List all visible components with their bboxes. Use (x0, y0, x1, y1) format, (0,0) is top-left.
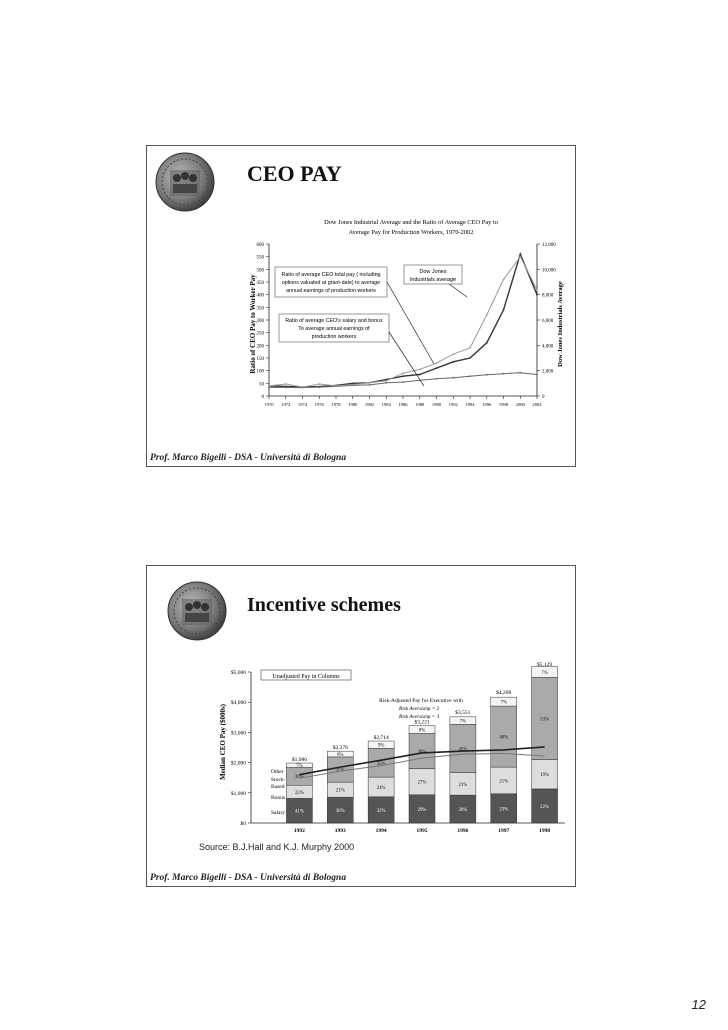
bar-total-label: $5,129 (537, 662, 553, 669)
x-tick-label: 1994 (465, 402, 475, 407)
series-point-0 (486, 342, 488, 344)
series-point-1 (369, 384, 371, 386)
bar-percent-label: 21% (335, 788, 345, 794)
x-tick-label: 1995 (416, 828, 428, 834)
ceo-pay-dow-chart (239, 214, 569, 428)
series-point-1 (452, 377, 454, 379)
y-tick-label-right: 4,000 (542, 344, 554, 350)
bar-total-label: $2,714 (373, 735, 389, 742)
footer-author: Prof. Marco Bigelli - DSA - Università di Bologna (150, 873, 347, 883)
annotation-text: Dow Jones (419, 269, 447, 275)
annotation-salary-bonus (279, 314, 389, 342)
chart-title-line1: Dow Jones Industrial Average and the Ratio of Average CEO Pay to (324, 219, 498, 226)
bar-percent-label: 22% (540, 804, 549, 810)
slide-title: Incentive schemes (247, 594, 401, 616)
series-point-2 (402, 372, 404, 374)
series-point-0 (419, 374, 421, 376)
series-point-1 (519, 372, 521, 374)
x-tick-label: 1998 (539, 828, 551, 834)
bar-percent-label: 23% (499, 807, 509, 813)
series-point-1 (402, 381, 404, 383)
annotation-text: To average annual earnings of (298, 326, 370, 332)
y-tick-label-left: 600 (256, 243, 264, 248)
legend-risk-3: Risk Aversionρ = 3 (399, 714, 440, 720)
y-tick-label-right: 2,000 (542, 369, 554, 375)
y-axis-label-left: Ratio of CEO Pay to Worker Pay (249, 274, 257, 374)
annotation-text: Industrials average (409, 277, 457, 283)
series-point-1 (536, 374, 538, 376)
bar-total-label: $1,986 (291, 757, 307, 764)
page-number: 12 (691, 997, 706, 1012)
slide-incentive-schemes (146, 565, 576, 887)
y-tick-label-left: 500 (256, 268, 264, 274)
y-tick-label-left: 400 (256, 293, 264, 299)
y-tick-label-left: 50 (259, 382, 264, 388)
x-tick-label: 2002 (532, 402, 542, 407)
series-point-2 (302, 386, 304, 388)
series-point-2 (452, 353, 454, 355)
bar-percent-label: 30% (295, 775, 304, 781)
y-tick-label-left: 100 (256, 369, 264, 375)
source-citation: Source: B.J.Hall and K.J. Murphy 2000 (199, 842, 355, 852)
bar-percent-label: 8% (418, 728, 426, 734)
series-point-0 (452, 361, 454, 363)
series-point-2 (268, 385, 270, 387)
series-point-2 (469, 347, 471, 349)
x-tick-label: 1996 (482, 402, 492, 407)
arrow-total-pay (387, 282, 434, 364)
series-point-1 (486, 374, 488, 376)
bar-percent-label: 8% (337, 753, 344, 759)
university-seal-logo (155, 152, 215, 212)
x-tick-label: 1978 (331, 402, 341, 407)
university-seal-logo (167, 581, 227, 641)
series-point-0 (536, 294, 538, 296)
y-axis-label: Median CEO Pay ($000s) (219, 703, 227, 781)
label-stock-based-2: Based (271, 784, 285, 790)
series-point-2 (486, 314, 488, 316)
x-tick-label: 1992 (293, 828, 305, 834)
y-tick-label: $3,000 (230, 730, 246, 737)
bar-percent-label: 24% (376, 785, 386, 791)
series-point-2 (335, 385, 337, 387)
series-point-1 (285, 387, 287, 389)
arrow-dow (449, 284, 467, 297)
label-stock-based-1: Stock- (271, 777, 286, 783)
series-point-2 (385, 380, 387, 382)
series-point-1 (469, 375, 471, 377)
bar-total-label: $2,378 (332, 745, 348, 752)
x-tick-label: 1994 (375, 828, 387, 834)
x-tick-label: 1990 (431, 402, 442, 407)
x-tick-label: 1993 (334, 828, 346, 834)
y-tick-label-right: 0 (542, 395, 545, 400)
y-tick-label-left: 150 (256, 357, 264, 362)
series-point-0 (436, 367, 438, 369)
label-bonus: Bonus (271, 795, 286, 801)
y-tick-label: $1,000 (230, 790, 246, 797)
bar-percent-label: 36% (417, 750, 427, 756)
x-tick-label: 1997 (498, 828, 510, 834)
bar-percent-label: 35% (335, 768, 345, 774)
series-point-1 (503, 373, 505, 375)
annotation-text: Ratio of average CEO's salary and bonus (285, 318, 383, 324)
bar-percent-label: 32% (376, 808, 386, 814)
x-tick-label: 2000 (515, 402, 525, 407)
y-tick-label-right: 6,000 (542, 319, 554, 324)
legend-risk-title: Risk-Adjusted Pay for Executive with (379, 698, 463, 704)
series-point-1 (436, 378, 438, 380)
series-point-2 (318, 383, 320, 385)
legend-unadjusted: Unadjusted Pay in Columns (272, 674, 340, 680)
x-tick-label: 1986 (398, 402, 408, 407)
series-point-1 (318, 386, 320, 388)
x-tick-label: 1992 (448, 402, 458, 407)
x-tick-label: 1982 (364, 402, 375, 407)
slide-title: CEO PAY (247, 161, 342, 186)
bar-total-label: $3,551 (455, 709, 471, 716)
y-tick-label-left: 300 (256, 319, 264, 324)
bar-percent-label: 45% (458, 747, 468, 753)
bar-percent-label: 7% (500, 700, 507, 706)
x-tick-label: 1988 (415, 402, 425, 407)
slide-ceo-pay (146, 145, 576, 467)
median-ceo-pay-chart (199, 662, 571, 836)
y-tick-label: $2,000 (230, 760, 246, 767)
legend-risk-2: Risk Aversionρ = 2 (399, 706, 440, 712)
bar-percent-label: 7% (459, 719, 467, 725)
y-tick-label-right: 12,000 (542, 243, 556, 248)
bar-percent-label: 21% (458, 782, 468, 788)
bar-percent-label: 35% (376, 761, 386, 767)
y-tick-label: $5,000 (230, 670, 246, 676)
y-tick-label: $0 (240, 821, 246, 827)
series-point-2 (503, 279, 505, 281)
label-salary: Salary (271, 810, 286, 816)
series-point-2 (519, 256, 521, 258)
y-axis-label-right: Dow Jones Industrials Average (557, 281, 564, 367)
annotation-text: annual earnings of production workers (286, 288, 376, 294)
series-point-2 (436, 362, 438, 364)
series-point-0 (469, 357, 471, 359)
y-tick-label-left: 550 (256, 255, 264, 261)
bar-percent-label: 7% (541, 670, 548, 676)
bar-percent-label: 48% (499, 735, 509, 741)
y-tick-label-left: 350 (256, 306, 264, 312)
y-tick-label-left: 200 (256, 344, 264, 350)
x-tick-label: 1980 (348, 402, 358, 407)
series-point-2 (536, 289, 538, 291)
annotation-text: production workers (311, 334, 357, 340)
annotation-dow-jones (404, 265, 462, 284)
series-point-2 (285, 383, 287, 385)
bar-percent-label: 29% (417, 807, 427, 813)
bar-percent-label: 41% (295, 809, 304, 815)
annotation-text: options valuated at grant-date) to average (281, 280, 381, 286)
bar-percent-label: 53% (540, 717, 549, 723)
bar-percent-label: 27% (417, 780, 427, 786)
bar-percent-label: 21% (499, 779, 509, 785)
x-tick-label: 1972 (281, 402, 291, 407)
bar-percent-label: 9% (377, 743, 385, 749)
bar-total-label: $3,221 (414, 719, 430, 726)
label-other: Other (271, 769, 284, 775)
series-point-0 (519, 253, 521, 255)
series-point-0 (402, 375, 404, 377)
bar-percent-label: 7% (296, 764, 303, 770)
x-tick-label: 1974 (297, 402, 308, 407)
bar-total-label: $4,208 (496, 689, 512, 696)
series-point-0 (503, 309, 505, 311)
series-point-2 (419, 369, 421, 371)
y-tick-label-left: 250 (256, 331, 264, 337)
series-point-1 (385, 382, 387, 384)
bar-percent-label: 36% (335, 809, 345, 815)
chart-title-line2: Average Pay for Production Workers, 1970-2002 (348, 229, 474, 236)
series-point-2 (369, 382, 371, 384)
x-tick-label: 1984 (381, 402, 391, 407)
footer-author: Prof. Marco Bigelli - DSA - Università di Bologna (150, 453, 347, 463)
y-tick-label-right: 10,000 (542, 268, 556, 274)
series-point-2 (352, 384, 354, 386)
annotation-total-pay (275, 267, 387, 297)
x-tick-label: 1996 (457, 828, 469, 834)
annotation-text: Ratio of average CEO total pay ( including (281, 272, 381, 278)
bar-percent-label: 26% (458, 808, 468, 814)
x-tick-label: 1998 (498, 402, 509, 407)
x-tick-label: 1976 (314, 402, 324, 407)
x-tick-label: 1970 (264, 402, 274, 407)
annotation-arrows (387, 282, 467, 386)
bar-percent-label: 22% (295, 790, 304, 796)
y-tick-label-left: 450 (256, 281, 264, 286)
bar-percent-label: 19% (540, 773, 549, 779)
y-tick-label-left: 0 (261, 395, 264, 400)
y-tick-label-right: 8,000 (542, 293, 554, 299)
y-tick-label: $4,000 (230, 700, 246, 707)
